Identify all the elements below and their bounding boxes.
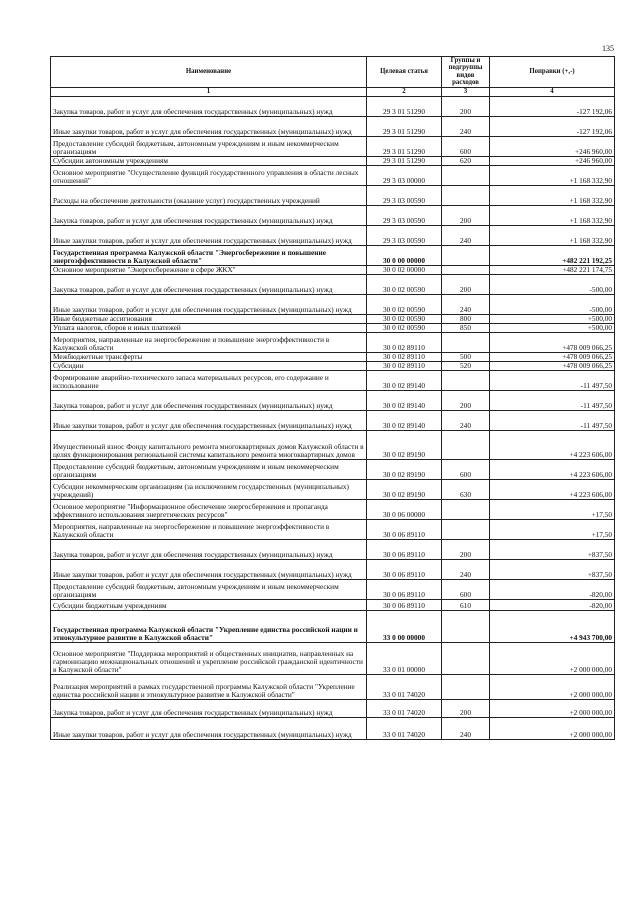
table-row	[51, 642, 615, 674]
column-number-row	[51, 87, 615, 96]
row-group: 240	[442, 717, 490, 739]
row-amount: +246 960,00	[490, 136, 615, 156]
row-amount: +246 960,00	[490, 156, 615, 165]
row-group: 850	[442, 323, 490, 332]
row-amount: +17,50	[490, 499, 615, 519]
row-amount: +2 000 000,00	[490, 642, 615, 674]
row-name: Иные закупки товаров, работ и услуг для обеспечения государственных (муниципальных) нужд	[51, 559, 367, 579]
table-row	[51, 361, 615, 370]
row-code: 33 0 01 74020	[367, 699, 442, 717]
row-name: Государственная программа Калужской области "Укрепление единства российской нации и этнокультурное развитие в Калужской области"	[51, 610, 367, 642]
table-row	[51, 699, 615, 717]
row-amount: -500,00	[490, 294, 615, 314]
table-row	[51, 323, 615, 332]
table-row	[51, 579, 615, 599]
row-group	[442, 265, 490, 274]
row-amount: +2 000 000,00	[490, 674, 615, 699]
row-name: Расходы на обеспечение деятельности (оказание услуг) государственных учреждений	[51, 185, 367, 205]
table-row	[51, 352, 615, 361]
row-group: 600	[442, 136, 490, 156]
row-amount: +1 168 332,90	[490, 225, 615, 245]
row-name: Иные закупки товаров, работ и услуг для обеспечения государственных (муниципальных) нужд	[51, 294, 367, 314]
row-code: 29 3 03 00590	[367, 225, 442, 245]
row-amount: -11 497,50	[490, 370, 615, 390]
row-name: Субсидии автономным учреждениям	[51, 156, 367, 165]
row-name: Закупка товаров, работ и услуг для обеспечения государственных (муниципальных) нужд	[51, 96, 367, 116]
row-amount: -820,00	[490, 599, 615, 610]
row-name: Уплата налогов, сборов и иных платежей	[51, 323, 367, 332]
row-name: Предоставление субсидий бюджетным, автономным учреждениям и иным некоммерческим организациям	[51, 579, 367, 599]
row-name: Субсидии некоммерческим организациям (за исключением государственных (муниципальных) учреждений)	[51, 479, 367, 499]
table-row	[51, 205, 615, 225]
table-row	[51, 610, 615, 642]
row-amount: +17,50	[490, 519, 615, 539]
row-code: 30 0 06 00000	[367, 499, 442, 519]
row-amount: +1 168 332,90	[490, 165, 615, 185]
table-row	[51, 459, 615, 479]
table-row	[51, 274, 615, 294]
row-group: 240	[442, 294, 490, 314]
table-body	[51, 96, 615, 739]
row-group: 200	[442, 390, 490, 410]
row-name: Основное мероприятие "Осуществление функций государственного управления в области лесных отношений"	[51, 165, 367, 185]
row-name: Иные бюджетные ассигнования	[51, 314, 367, 323]
row-group: 600	[442, 459, 490, 479]
table-row	[51, 185, 615, 205]
row-code: 29 3 01 51290	[367, 96, 442, 116]
table-row	[51, 410, 615, 430]
table-row	[51, 539, 615, 559]
row-name: Иные закупки товаров, работ и услуг для обеспечения государственных (муниципальных) нужд	[51, 410, 367, 430]
row-code: 30 0 00 00000	[367, 245, 442, 265]
row-name: Мероприятия, направленные на энергосбережение и повышение энергоэффективности в Калужской области	[51, 332, 367, 352]
row-name: Реализация мероприятий в рамках государственной программы Калужской области "Укрепление единства российской нации и этнокультурное развитие в Калужской области"	[51, 674, 367, 699]
row-amount: +1 168 332,90	[490, 205, 615, 225]
column-number: 1	[51, 87, 367, 96]
row-group: 240	[442, 559, 490, 579]
row-amount: -11 497,50	[490, 390, 615, 410]
row-code: 30 0 02 89190	[367, 479, 442, 499]
table-row	[51, 165, 615, 185]
table-row	[51, 479, 615, 499]
row-code: 30 0 06 89110	[367, 519, 442, 539]
row-amount: -820,00	[490, 579, 615, 599]
table-row	[51, 599, 615, 610]
table-row	[51, 332, 615, 352]
table-row	[51, 294, 615, 314]
row-code: 33 0 01 74020	[367, 717, 442, 739]
table-row	[51, 116, 615, 136]
row-name: Предоставление субсидий бюджетным, автономным учреждениям и иным некоммерческим организациям	[51, 136, 367, 156]
row-group	[442, 185, 490, 205]
row-amount: +2 000 000,00	[490, 717, 615, 739]
row-amount: +4 223 606,00	[490, 479, 615, 499]
row-name: Мероприятия, направленные на энергосбережение и повышение энергоэффективности в Калужской области	[51, 519, 367, 539]
table-row	[51, 717, 615, 739]
row-code: 33 0 01 74020	[367, 674, 442, 699]
row-code: 33 0 00 00000	[367, 610, 442, 642]
row-group: 200	[442, 699, 490, 717]
row-amount: +478 009 066,25	[490, 361, 615, 370]
table-row	[51, 430, 615, 459]
table-row	[51, 674, 615, 699]
row-code: 30 0 06 89110	[367, 559, 442, 579]
table-row	[51, 559, 615, 579]
row-name: Субсидии бюджетным учреждениям	[51, 599, 367, 610]
row-code: 30 0 06 89110	[367, 599, 442, 610]
row-code: 30 0 02 89140	[367, 390, 442, 410]
table-row	[51, 225, 615, 245]
row-group: 610	[442, 599, 490, 610]
row-amount: +500,00	[490, 314, 615, 323]
column-number: 2	[367, 87, 442, 96]
row-group: 200	[442, 96, 490, 116]
row-code: 30 0 02 00000	[367, 265, 442, 274]
row-amount: +500,00	[490, 323, 615, 332]
row-code: 30 0 02 00590	[367, 274, 442, 294]
row-group: 200	[442, 274, 490, 294]
row-group: 240	[442, 116, 490, 136]
header-group: Группы и подгруппы видов расходов	[442, 57, 490, 88]
row-name: Субсидии	[51, 361, 367, 370]
table-row	[51, 156, 615, 165]
row-amount: -127 192,06	[490, 96, 615, 116]
row-amount: +482 221 174,75	[490, 265, 615, 274]
table-row	[51, 390, 615, 410]
table-row	[51, 499, 615, 519]
row-group: 240	[442, 410, 490, 430]
row-group: 200	[442, 205, 490, 225]
row-code: 30 0 02 89190	[367, 459, 442, 479]
row-group: 800	[442, 314, 490, 323]
row-group	[442, 165, 490, 185]
row-code: 30 0 06 89110	[367, 539, 442, 559]
page-number: 135	[602, 44, 614, 53]
row-name: Закупка товаров, работ и услуг для обеспечения государственных (муниципальных) нужд	[51, 699, 367, 717]
row-group	[442, 610, 490, 642]
row-name: Иные закупки товаров, работ и услуг для обеспечения государственных (муниципальных) нужд	[51, 717, 367, 739]
row-name: Закупка товаров, работ и услуг для обеспечения государственных (муниципальных) нужд	[51, 390, 367, 410]
row-amount: +837,50	[490, 539, 615, 559]
row-group: 600	[442, 579, 490, 599]
row-group	[442, 430, 490, 459]
row-group: 500	[442, 352, 490, 361]
row-name: Межбюджетные трансферты	[51, 352, 367, 361]
row-code: 30 0 02 89140	[367, 370, 442, 390]
row-name: Формирование аварийно-технического запаса материальных ресурсов, его содержание и использование	[51, 370, 367, 390]
row-code: 30 0 06 89110	[367, 579, 442, 599]
table-row	[51, 245, 615, 265]
row-group: 520	[442, 361, 490, 370]
row-group	[442, 519, 490, 539]
row-amount: -11 497,50	[490, 410, 615, 430]
table-header-row	[51, 57, 615, 88]
header-name: Наименование	[51, 57, 367, 88]
row-amount: +482 221 192,25	[490, 245, 615, 265]
header-amount: Поправки (+,-)	[490, 57, 615, 88]
row-group: 630	[442, 479, 490, 499]
row-amount: -127 192,06	[490, 116, 615, 136]
row-amount: +478 009 066,25	[490, 352, 615, 361]
row-name: Имущественный взнос Фонду капитального ремонта многоквартирных домов Калужской области в целях функционирования региональной системы капитального ремонта многоквартирных домов	[51, 430, 367, 459]
row-code: 30 0 02 89190	[367, 430, 442, 459]
row-group	[442, 642, 490, 674]
row-code: 30 0 02 00590	[367, 294, 442, 314]
row-name: Закупка товаров, работ и услуг для обеспечения государственных (муниципальных) нужд	[51, 274, 367, 294]
row-code: 29 3 03 00000	[367, 165, 442, 185]
row-code: 30 0 02 89110	[367, 361, 442, 370]
row-name: Иные закупки товаров, работ и услуг для обеспечения государственных (муниципальных) нужд	[51, 225, 367, 245]
row-name: Закупка товаров, работ и услуг для обеспечения государственных (муниципальных) нужд	[51, 205, 367, 225]
row-amount: +837,50	[490, 559, 615, 579]
row-amount: +4 223 606,00	[490, 430, 615, 459]
row-group: 240	[442, 225, 490, 245]
row-name: Предоставление субсидий бюджетным, автономным учреждениям и иным некоммерческим организациям	[51, 459, 367, 479]
table-row	[51, 314, 615, 323]
row-group	[442, 245, 490, 265]
row-code: 30 0 02 89110	[367, 352, 442, 361]
row-name: Государственная программа Калужской области "Энергосбережение и повышение энергоэффективности в Калужской области"	[51, 245, 367, 265]
row-code: 30 0 02 89140	[367, 410, 442, 430]
header-code: Целевая статья	[367, 57, 442, 88]
column-number: 4	[490, 87, 615, 96]
row-group	[442, 370, 490, 390]
row-amount: -500,00	[490, 274, 615, 294]
row-code: 29 3 01 51290	[367, 116, 442, 136]
table-row	[51, 265, 615, 274]
budget-table	[50, 56, 615, 740]
table-row	[51, 519, 615, 539]
row-code: 30 0 02 00590	[367, 323, 442, 332]
row-code: 29 3 03 00590	[367, 205, 442, 225]
row-group: 200	[442, 539, 490, 559]
row-name: Основное мероприятие "Информационное обеспечение энергосбережения и пропаганда эффективного использования энергетических ресурсов"	[51, 499, 367, 519]
row-name: Основное мероприятие "Поддержка мероприятий и общественных инициатив, направленных на гармонизацию межнациональных отношений и укрепление российской гражданской идентичности в Калужской области"	[51, 642, 367, 674]
table-row	[51, 136, 615, 156]
row-amount: +478 009 066,25	[490, 332, 615, 352]
row-amount: +4 223 606,00	[490, 459, 615, 479]
row-code: 30 0 02 00590	[367, 314, 442, 323]
row-group: 620	[442, 156, 490, 165]
row-name: Основное мероприятие "Энергосбережение в сфере ЖКХ"	[51, 265, 367, 274]
row-amount: +2 000 000,00	[490, 699, 615, 717]
row-group	[442, 499, 490, 519]
row-group	[442, 332, 490, 352]
table-row	[51, 96, 615, 116]
row-name: Закупка товаров, работ и услуг для обеспечения государственных (муниципальных) нужд	[51, 539, 367, 559]
row-group	[442, 674, 490, 699]
row-code: 29 3 01 51290	[367, 156, 442, 165]
table-row	[51, 370, 615, 390]
column-number: 3	[442, 87, 490, 96]
row-code: 33 0 01 00000	[367, 642, 442, 674]
row-amount: +4 943 700,00	[490, 610, 615, 642]
row-name: Иные закупки товаров, работ и услуг для обеспечения государственных (муниципальных) нужд	[51, 116, 367, 136]
row-code: 29 3 01 51290	[367, 136, 442, 156]
row-code: 29 3 03 00590	[367, 185, 442, 205]
row-code: 30 0 02 89110	[367, 332, 442, 352]
row-amount: +1 168 332,90	[490, 185, 615, 205]
